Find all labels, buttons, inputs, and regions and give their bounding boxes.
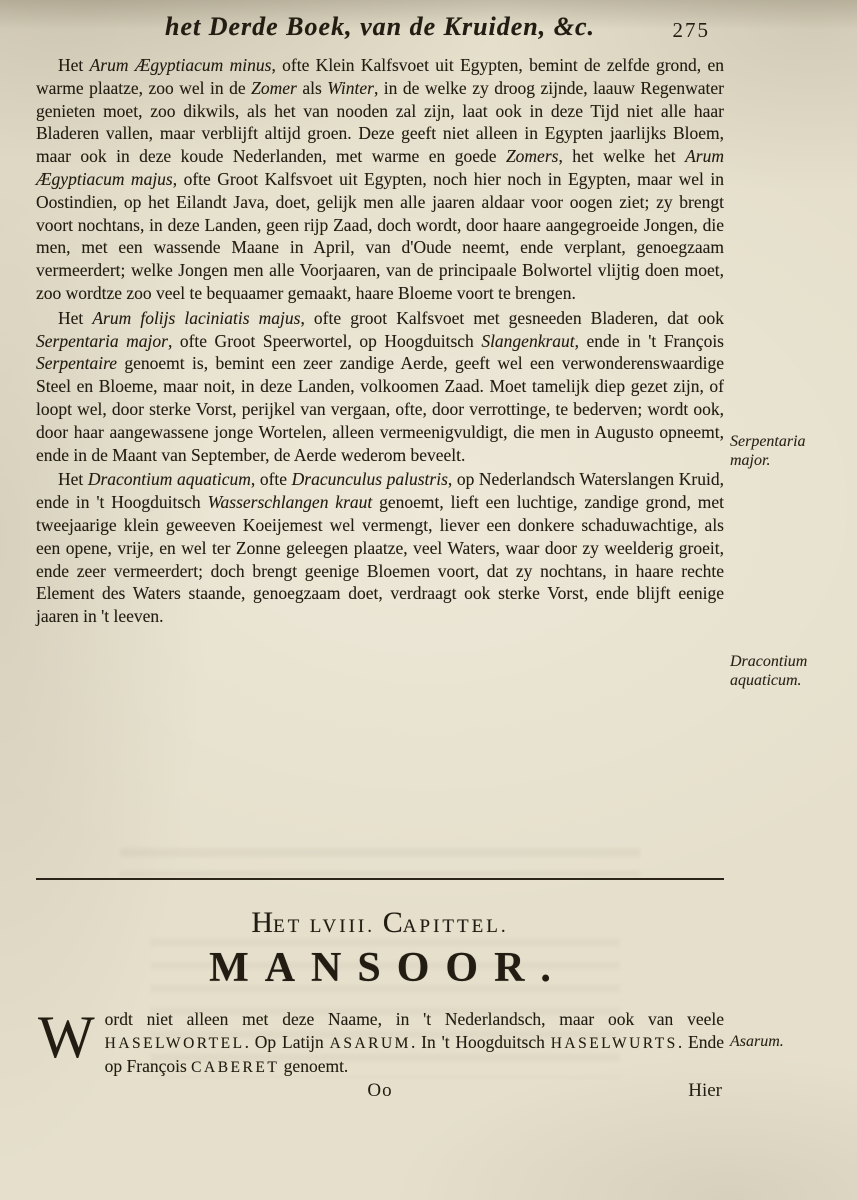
page-footer bbox=[36, 1080, 724, 1106]
paragraph-arum-folijs: Het Arum folijs laciniatis majus, ofte groot Kalfsvoet met gesneeden Bladeren, dat ook Serpentaria major, ofte Groot Speerwortel, op Hoogduitsch Slangenkraut, ende in 't François Serpentaire genoemt is, bemint een zeer zandige Aerde, geeft wel een verwonderenswaardige Steel en Bloeme, maar noit, in deze Landen, volkoomen Zaad. Moet tamelijk diep gezet zijn, of loopt wel, door sterke Vorst, perijkel van vergaan, ofte, door verrottinge, te bederven; wordt ook, door haar aangewassene jonge Wortelen, alleen vermeenigvuldigt, die men in Augusto opneemt, ende in de Maant van September, de Aerde wederom beveelt. bbox=[36, 307, 724, 465]
margin-note-serpentaria: Serpentaria major. bbox=[730, 433, 806, 469]
catchword: Hier bbox=[688, 1080, 722, 1101]
signature-mark: Oo bbox=[367, 1080, 393, 1101]
chapter-opening-paragraph bbox=[36, 1004, 724, 1080]
margin-note-dracontium: Dracontium aquaticum. bbox=[730, 653, 808, 689]
running-header-title: het Derde Boek, van de Kruiden, &c. bbox=[164, 12, 596, 41]
main-text-block bbox=[36, 54, 724, 630]
chapter-opening-text: ordt niet alleen met deze Naame, in 't Nederlandsch, maar ook van veele HASELWORTEL. Op Latijn ASARUM. In 't Hoogduitsch HASELWURTS. Ende op François CABERET genoemt. bbox=[104, 1009, 724, 1076]
margin-note-asarum: Asarum. bbox=[730, 1033, 784, 1050]
page-number: 275 bbox=[672, 18, 710, 42]
section-divider-rule bbox=[36, 878, 724, 880]
chapter-title: MANSOOR. bbox=[209, 945, 567, 991]
drop-cap: W bbox=[38, 1004, 95, 1070]
paragraph-dracontium: Het Dracontium aquaticum, ofte Dracunculus palustris, op Nederlandsch Waterslangen Kruid, ende in 't Hoogduitsch Wasserschlangen kraut genoemt, lieft een luchtige, zandige grond, met tweejaarige klein geweeven Koeijemest wel vermengt, liever een donkere schaduwachtige, als een opene, vrije, en wel ter Zonne geleegen plaatze, veel Waters, waar door zy weelderig groeit, ende zeer vermeerdert; doch brengt geenige Bloemen voort, dat zy nochtans, in haare rechte Element des Waters staande, genoegzaam doet, verdraagt ook sterke Vorst, ende blijft eenige jaaren in 't leeven. bbox=[36, 469, 724, 627]
running-header bbox=[36, 12, 724, 42]
chapter-heading: HET LVIII. CAPITTEL. bbox=[251, 906, 509, 939]
paragraph-arum-aegyptiacum: Het Arum Ægyptiacum minus, ofte Klein Kalfsvoet uit Egypten, bemint de zelfde grond, en warme plaatze, zoo wel in de Zomer als Winter, in de welke zy droog zijnde, laauw Regenwater genieten moet, zoo dikwils, als het van nooden zal zijn, laat ook in deze Tijd niet alle haar Bladeren vallen, maar verblijft altijd groen. Deze geeft niet alleen in Egypten jaarlijks Bloem, maar ook in deze koude Nederlanden, met warme en goede Zomers, het welke het Arum Ægyptiacum majus, ofte Groot Kalfsvoet uit Egypten, noch hier noch in Egypten, maar wel in Oostindien, op het Eilandt Java, doet, gelijk men alle jaaren aldaar voor oogen ziet; zy brengt voort nochtans, in deze Landen, geen rijp Zaad, doch wordt, door haare aangegroeide Jongen, die men, met een wassende Maane in April, van d'Oude neemt, ende verplant, genoegzaam vermeerdert; welke Jongen men alle Voorjaaren, van de principaale Bolwortel vlijtig doen moet, zoo wordtze zoo veel te bequaamer gemaakt, haare Bloeme voort te brengen. bbox=[36, 55, 725, 303]
verso-show-through bbox=[120, 848, 640, 876]
